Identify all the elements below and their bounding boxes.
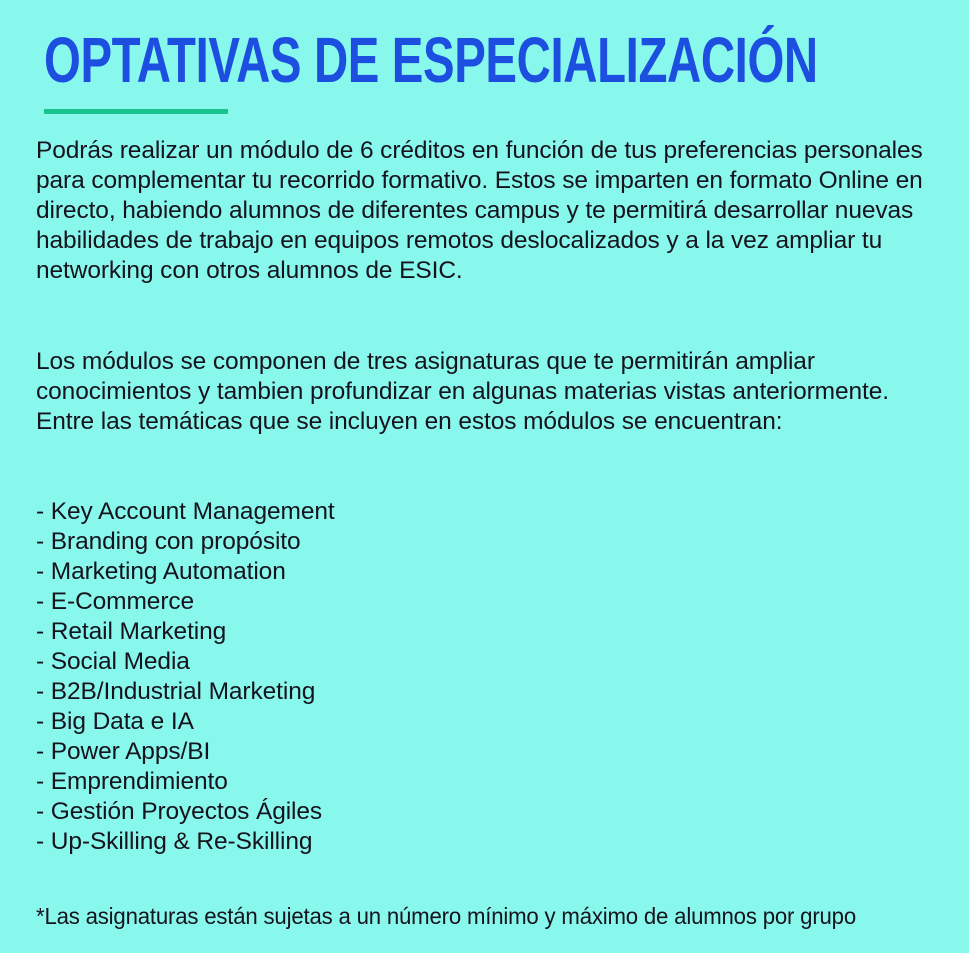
modules-paragraph: Los módulos se componen de tres asignaturas que te permitirán ampliar conocimientos y tambien profundizar en algunas materias vistas anteriormente. Entre las temáticas que se incluyen en estos módulos se encuentran: (36, 348, 889, 435)
title-block (44, 24, 969, 114)
topics-list (36, 497, 936, 857)
list-item: - Branding con propósito (36, 528, 301, 555)
list-item: - Power Apps/BI (36, 738, 211, 765)
footnote-text: *Las asignaturas están sujetas a un número mínimo y máximo de alumnos por grupo (36, 903, 856, 929)
list-item: - Social Media (36, 648, 190, 675)
list-item: - Up-Skilling & Re-Skilling (36, 828, 313, 855)
content-body (36, 136, 936, 953)
list-item: - Key Account Management (36, 498, 335, 525)
list-item: - Gestión Proyectos Ágiles (36, 798, 323, 825)
list-item: - B2B/Industrial Marketing (36, 678, 316, 705)
list-item: - Big Data e IA (36, 708, 194, 735)
list-item: - Emprendimiento (36, 768, 228, 795)
list-item: - Retail Marketing (36, 618, 227, 645)
page-title: OPTATIVAS DE ESPECIALIZACIÓN (44, 24, 818, 96)
title-underline-rule (44, 109, 228, 114)
intro-paragraph: Podrás realizar un módulo de 6 créditos en función de tus preferencias personales para complementar tu recorrido formativo. Estos se imparten en formato Online en directo, habiendo alumnos de diferentes campus y te permitirá desarrollar nuevas habilidades de trabajo en equipos remotos deslocalizados y a la vez ampliar tu networking con otros alumnos de ESIC. (36, 137, 923, 284)
list-item: - Marketing Automation (36, 558, 286, 585)
list-item: - E-Commerce (36, 588, 195, 615)
